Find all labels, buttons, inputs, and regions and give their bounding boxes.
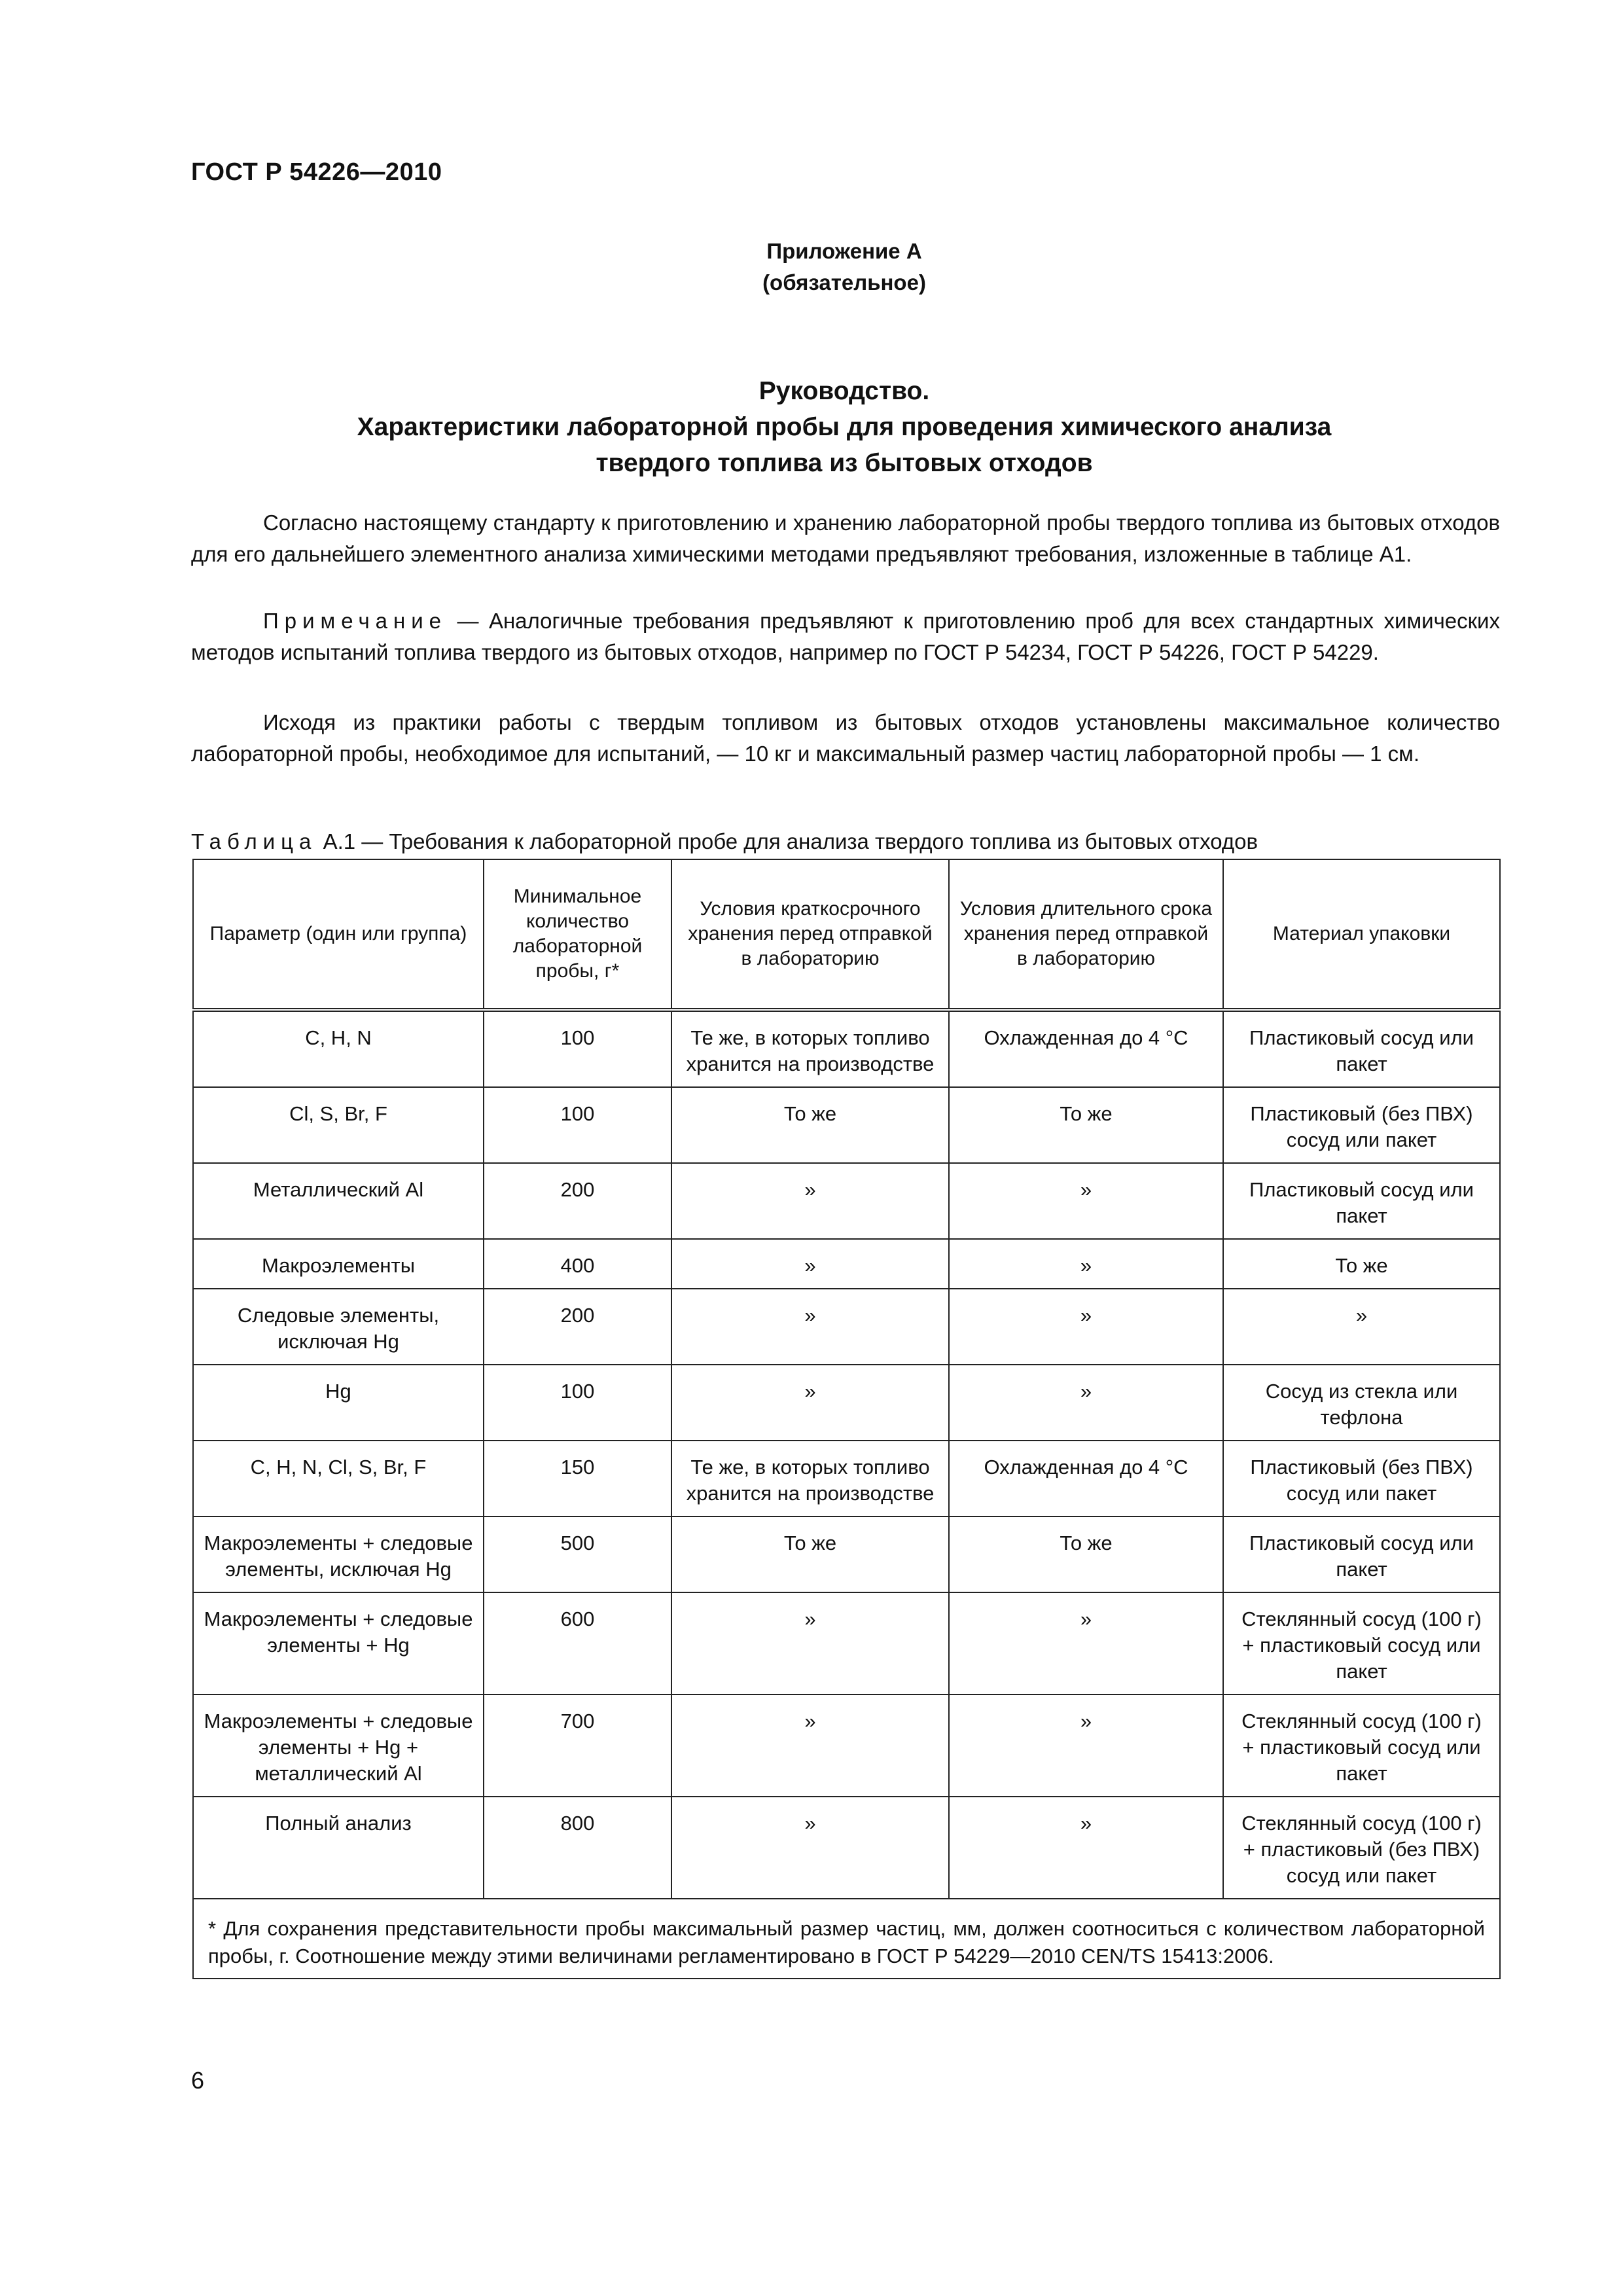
cell-min-quantity: 800	[484, 1797, 671, 1899]
cell-parameter: C, H, N	[193, 1010, 484, 1087]
annex-subtitle: (обязательное)	[762, 270, 926, 295]
cell-long-storage: »	[949, 1797, 1223, 1899]
cell-packaging: То же	[1223, 1239, 1500, 1289]
cell-short-storage: »	[671, 1592, 949, 1695]
cell-parameter: Cl, S, Br, F	[193, 1087, 484, 1163]
cell-long-storage: То же	[949, 1087, 1223, 1163]
table-row	[193, 1163, 1500, 1239]
cell-min-quantity: 500	[484, 1516, 671, 1592]
cell-packaging: Пластиковый сосуд или пакет	[1223, 1010, 1500, 1087]
cell-packaging: Пластиковый сосуд или пакет	[1223, 1516, 1500, 1592]
header-parameter: Параметр (один или группа)	[193, 859, 484, 1010]
table-caption	[191, 826, 1500, 857]
note-paragraph	[191, 605, 1500, 668]
cell-packaging: Стеклянный сосуд (100 г) + пластиковый сосуд или пакет	[1223, 1695, 1500, 1797]
cell-short-storage: »	[671, 1163, 949, 1239]
cell-long-storage: Охлажденная до 4 °С	[949, 1441, 1223, 1516]
cell-short-storage: »	[671, 1695, 949, 1797]
cell-long-storage: »	[949, 1592, 1223, 1695]
paragraph-1-text: Согласно настоящему стандарту к приготовлению и хранению лабораторной пробы твердого топлива из бытовых отходов для его дальнейшего элементного анализа химическими методами предъявляют требования, изложенные в таблице А1.	[191, 511, 1500, 566]
cell-short-storage: »	[671, 1239, 949, 1289]
page-number: 6	[191, 2067, 205, 2094]
header-min-quantity: Минимальное количество лабораторной пробы, г*	[484, 859, 671, 1010]
cell-min-quantity: 400	[484, 1239, 671, 1289]
title-line-3: твердого топлива из бытовых отходов	[596, 449, 1093, 477]
title-line-2: Характеристики лабораторной пробы для проведения химического анализа	[357, 413, 1332, 441]
title-line-1: Руководство.	[758, 377, 930, 405]
cell-min-quantity: 700	[484, 1695, 671, 1797]
table-row	[193, 1010, 1500, 1087]
cell-short-storage: »	[671, 1797, 949, 1899]
document-title	[0, 373, 1623, 481]
cell-min-quantity: 100	[484, 1010, 671, 1087]
cell-long-storage: »	[949, 1289, 1223, 1365]
cell-packaging: Стеклянный сосуд (100 г) + пластиковый сосуд или пакет	[1223, 1592, 1500, 1695]
cell-long-storage: »	[949, 1695, 1223, 1797]
requirements-table	[192, 859, 1501, 1979]
cell-short-storage: »	[671, 1289, 949, 1365]
cell-parameter: Макроэлементы	[193, 1239, 484, 1289]
table-body	[193, 1010, 1500, 1899]
table-header-row	[193, 859, 1500, 1010]
cell-parameter: Полный анализ	[193, 1797, 484, 1899]
table-caption-gap	[317, 829, 323, 853]
note-body: — Аналогичные требования предъявляют к приготовлению проб для всех стандартных химических методов испытаний топлива твердого из бытовых отходов, например по ГОСТ Р 54234, ГОСТ Р 54226, ГОСТ Р 54229.	[191, 609, 1500, 664]
table-footnote: * Для сохранения представительности пробы максимальный размер частиц, мм, должен соотноситься с количеством лабораторной пробы, г. Соотношение между этими величинами регламентировано в ГОСТ Р 54229—2010 CEN/TS 15413:2006.	[193, 1899, 1500, 1979]
table-row	[193, 1365, 1500, 1441]
standard-designation: ГОСТ Р 54226—2010	[191, 158, 442, 186]
table-row	[193, 1592, 1500, 1695]
cell-long-storage: »	[949, 1239, 1223, 1289]
table-row	[193, 1441, 1500, 1516]
cell-packaging: »	[1223, 1289, 1500, 1365]
cell-packaging: Пластиковый (без ПВХ) сосуд или пакет	[1223, 1441, 1500, 1516]
cell-packaging: Пластиковый (без ПВХ) сосуд или пакет	[1223, 1087, 1500, 1163]
cell-parameter: Следовые элементы, исключая Hg	[193, 1289, 484, 1365]
header-packaging: Материал упаковки	[1223, 859, 1500, 1010]
cell-short-storage: То же	[671, 1516, 949, 1592]
cell-packaging: Сосуд из стекла или тефлона	[1223, 1365, 1500, 1441]
cell-min-quantity: 600	[484, 1592, 671, 1695]
cell-min-quantity: 200	[484, 1289, 671, 1365]
cell-long-storage: То же	[949, 1516, 1223, 1592]
cell-parameter: Металлический Al	[193, 1163, 484, 1239]
cell-parameter: Макроэлементы + следовые элементы + Hg + металлический Al	[193, 1695, 484, 1797]
cell-min-quantity: 150	[484, 1441, 671, 1516]
cell-short-storage: То же	[671, 1087, 949, 1163]
header-short-storage: Условия краткосрочного хранения перед отправкой в лабораторию	[671, 859, 949, 1010]
table-row	[193, 1695, 1500, 1797]
cell-packaging: Пластиковый сосуд или пакет	[1223, 1163, 1500, 1239]
footnote-row	[193, 1899, 1500, 1979]
cell-long-storage: »	[949, 1163, 1223, 1239]
annex-heading	[0, 236, 1623, 298]
cell-short-storage: »	[671, 1365, 949, 1441]
cell-short-storage: Те же, в которых топливо хранится на производстве	[671, 1441, 949, 1516]
table-row	[193, 1516, 1500, 1592]
table-row	[193, 1239, 1500, 1289]
note-label: Примечание	[263, 609, 448, 633]
table-row	[193, 1087, 1500, 1163]
table-caption-label: Таблица	[191, 829, 317, 853]
table-caption-text: А.1 — Требования к лабораторной пробе для анализа твердого топлива из бытовых отходов	[323, 829, 1258, 853]
annex-title: Приложение А	[766, 239, 922, 263]
cell-parameter: Макроэлементы + следовые элементы + Hg	[193, 1592, 484, 1695]
cell-min-quantity: 100	[484, 1365, 671, 1441]
cell-short-storage: Те же, в которых топливо хранится на производстве	[671, 1010, 949, 1087]
table-row	[193, 1289, 1500, 1365]
cell-packaging: Стеклянный сосуд (100 г) + пластиковый (без ПВХ) сосуд или пакет	[1223, 1797, 1500, 1899]
table-row	[193, 1797, 1500, 1899]
paragraph-3	[191, 707, 1500, 770]
cell-parameter: C, H, N, Cl, S, Br, F	[193, 1441, 484, 1516]
cell-long-storage: Охлажденная до 4 °С	[949, 1010, 1223, 1087]
cell-min-quantity: 200	[484, 1163, 671, 1239]
cell-min-quantity: 100	[484, 1087, 671, 1163]
header-long-storage: Условия длительного срока хранения перед отправкой в лабораторию	[949, 859, 1223, 1010]
paragraph-3-text: Исходя из практики работы с твердым топливом из бытовых отходов установлены максимальное количество лабораторной пробы, необходимое для испытаний, — 10 кг и максимальный размер частиц лабораторной пробы — 1 см.	[191, 710, 1500, 766]
note-text	[191, 605, 1500, 668]
cell-long-storage: »	[949, 1365, 1223, 1441]
cell-parameter: Hg	[193, 1365, 484, 1441]
cell-parameter: Макроэлементы + следовые элементы, исключая Hg	[193, 1516, 484, 1592]
paragraph-1	[191, 507, 1500, 570]
